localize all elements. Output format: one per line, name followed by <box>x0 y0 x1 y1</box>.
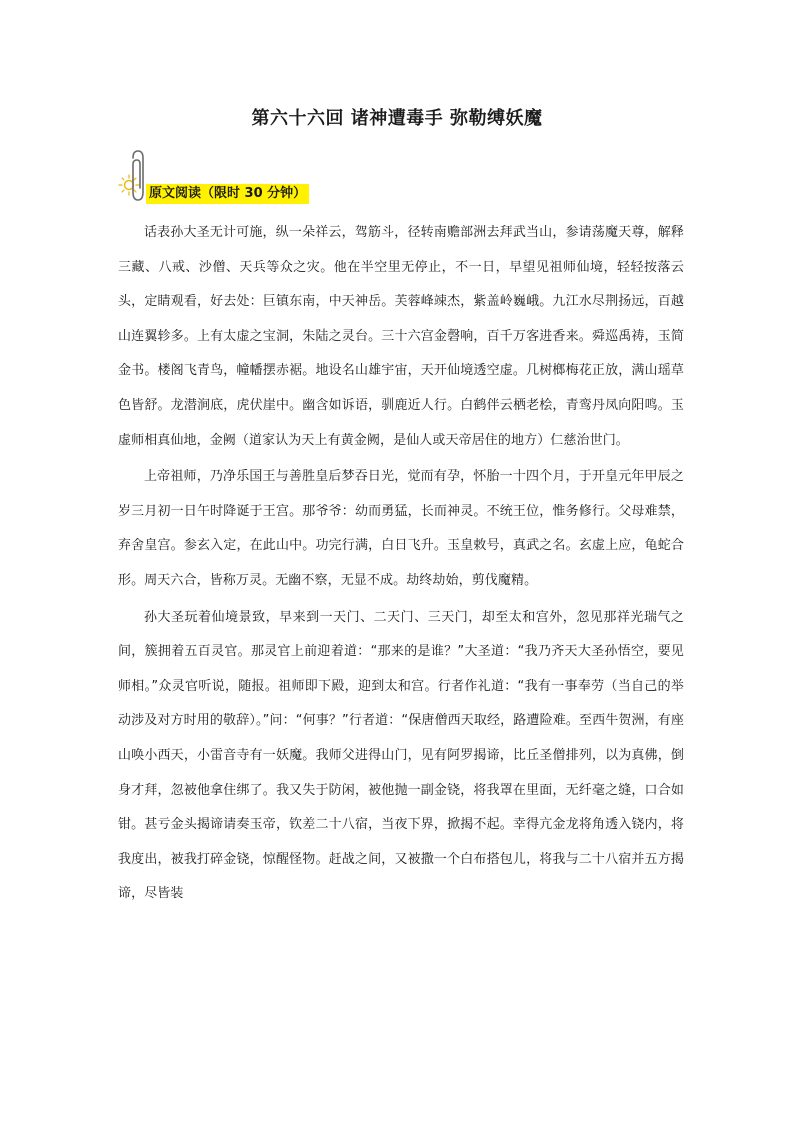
body-text <box>118 216 684 914</box>
paragraph-2: 上帝祖师，乃净乐国王与善胜皇后梦吞日光，觉而有孕，怀胎一十四个月，于开皇元年甲辰之岁三月初一日午时降诞于王宫。那爷爷：幼而勇猛，长而神灵。不统王位，惟务修行。父母难禁，弃舍皇宫。参玄入定，在此山中。功完行满，白日飞升。玉皇敕号，真武之名。玄虚上应，龟蛇合形。周天六合，皆称万灵。无幽不察，无显不成。劫终劫始，剪伐魔精。 <box>118 469 684 588</box>
paragraph-3: 孙大圣玩着仙境景致，早来到一天门、二天门、三天门，却至太和宫外，忽见那祥光瑞气之间，簇拥着五百灵官。那灵官上前迎着道：“那来的是谁？”大圣道：“我乃齐天大圣孙悟空，要见师相。”众灵官听说，随报。祖师即下殿，迎到太和宫。行者作礼道：“我有一事奉劳（当自己的举动涉及对方时用的敬辞）。”问：“何事？”行者道：“保唐僧西天取经，路遭险难。至西牛贺洲，有座山唤小西天，小雷音寺有一妖魔。我师父进得山门，见有阿罗揭谛，比丘圣僧排列，以为真佛，倒身才拜，忽被他拿住绑了。我又失于防闲，被他抛一副金铙，将我罩在里面，无纤毫之缝，口合如钳。甚亏金头揭谛请奏玉帝，钦差二十八宿，当夜下界，掀揭不起。幸得亢金龙将角透入铙内，将我度出，被我打碎金铙，惊醒怪物。赶战之间，又被撒一个白布搭包儿，将我与二十八宿并五方揭谛，尽皆装 <box>118 609 684 902</box>
section-label: 原文阅读（限时 30 分钟） <box>146 184 309 204</box>
chapter-title: 第六十六回 诸神遭毒手 弥勒缚妖魔 <box>251 108 543 129</box>
section-heading <box>118 148 338 208</box>
paragraph-1: 话表孙大圣无计可施，纵一朵祥云，驾筋斗，径转南赡部洲去拜武当山，参请荡魔天尊，解释三藏、八戒、沙僧、天兵等众之灾。他在半空里无停止，不一日，早望见祖师仙境，轻轻按落云头，定睛观看，好去处：巨镇东南，中天神岳。芙蓉峰竦杰，紫盖岭巍峨。九江水尽荆扬远，百越山连翼轸多。上有太虚之宝洞，朱陆之灵台。三十六宫金磬响，百千万客进香来。舜巡禹祷，玉简金书。楼阁飞青鸟，幢幡摆赤裾。地设名山雄宇宙，天开仙境透空虚。几树榔梅花正放，满山瑶草色皆舒。龙潜涧底，虎伏崖中。幽含如诉语，驯鹿近人行。白鹤伴云栖老桧，青鸾丹凤向阳鸣。玉虚师相真仙地，金阙（道家认为天上有黄金阙，是仙人或天帝居住的地方）仁慈治世门。 <box>118 225 684 448</box>
